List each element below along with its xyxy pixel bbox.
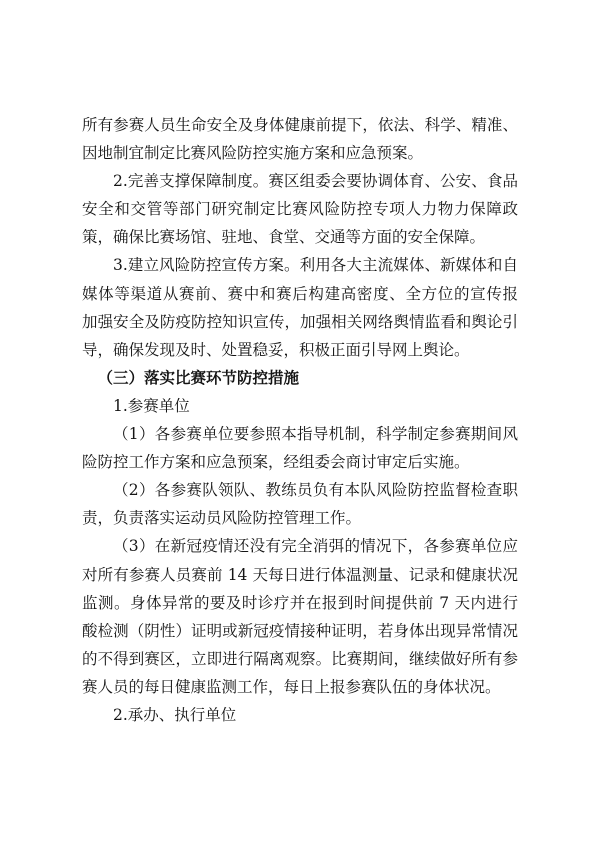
text-line: 的不得到赛区，立即进行隔离观察。比赛期间，继续做好所有参 (82, 649, 518, 668)
text-line: （1）各参赛单位要参照本指导机制，科学制定参赛期间风 (113, 425, 518, 444)
text-line: （3）在新冠疫情还没有完全消弭的情况下，各参赛单位应 (113, 537, 518, 556)
paragraph (82, 167, 518, 251)
text-line: 媒体等渠道从赛前、赛中和赛后构建高密度、全方位的宣传报 (82, 284, 518, 303)
text-line: 安全和交管等部门研究制定比赛风险防控专项人力物力保障政 (82, 200, 518, 219)
text-line: 责，负责落实运动员风险防控管理工作。 (82, 509, 362, 528)
text-line: 险防控工作方案和应急预案，经组委会商讨审定后实施。 (82, 453, 470, 472)
section-heading-text: （三）落实比赛环节防控措施 (97, 367, 300, 387)
paragraph (82, 251, 518, 363)
subsection-heading (82, 701, 518, 729)
subsection-heading (82, 392, 518, 420)
text-line: 监测。身体异常的要及时诊疗并在报到时间提供前 7 天内进行 (82, 593, 518, 612)
text-line: 赛人员的每日健康监测工作，每日上报参赛队伍的身体状况。 (82, 677, 501, 696)
text-line: 酸检测（阴性）证明或新冠疫情接种证明，若身体出现异常情况 (82, 621, 518, 640)
text-line: 对所有参赛人员赛前 14 天每日进行体温测量、记录和健康状况 (82, 565, 518, 584)
text-line: 策，确保比赛场馆、驻地、食堂、交通等方面的安全保障。 (82, 228, 486, 247)
document-body (82, 111, 518, 729)
paragraph (82, 476, 518, 532)
paragraph (82, 420, 518, 476)
text-line: 2.完善支撑保障制度。赛区组委会要协调体育、公安、食品 (113, 172, 518, 191)
paragraph (82, 111, 518, 167)
subsection-heading-text: 2.承办、执行单位 (113, 705, 237, 724)
section-heading (82, 364, 518, 392)
subsection-heading-text: 1.参赛单位 (113, 396, 190, 415)
text-line: 导，确保发现及时、处置稳妥，积极正面引导网上舆论。 (82, 340, 470, 359)
text-line: 加强安全及防疫防控知识宣传，加强相关网络舆情监看和舆论引 (82, 312, 518, 331)
text-line: 因地制宜制定比赛风险防控实施方案和应急预案。 (82, 144, 424, 163)
text-line: 3.建立风险防控宣传方案。利用各大主流媒体、新媒体和自 (113, 256, 518, 275)
text-line: （2）各参赛队领队、教练员负有本队风险防控监督检查职 (113, 481, 518, 500)
text-line: 所有参赛人员生命安全及身体健康前提下，依法、科学、精准、 (82, 116, 518, 134)
paragraph (82, 532, 518, 701)
